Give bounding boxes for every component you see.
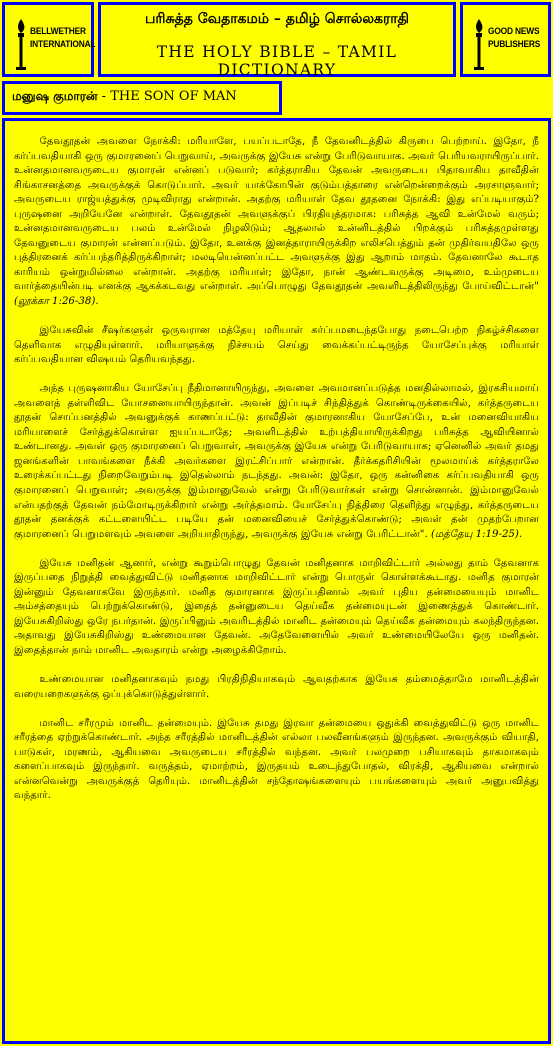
entry-term-english: THE SON OF MAN — [110, 89, 237, 104]
torch-icon — [13, 17, 29, 73]
paragraph — [14, 717, 539, 804]
left-logo-line-1: BELLWETHER — [30, 26, 86, 37]
paragraph — [14, 382, 539, 542]
scripture-reference: (மத்தேயு 1:19-25). — [427, 528, 523, 540]
entry-separator: - — [97, 89, 111, 104]
paragraph-text: தேவதூதன் அவளை நோக்கி: மரியாளே, பயப்படாதே, நீ தேவனிடத்தில் கிருபை பெற்றாய். இதோ, நீ கர்ப்பவதியாகி ஒரு குமாரனைப் பெறுவாய், அவருக்கு இயேசு என்று பேரிடுவாயாக. அவர் பெரியவராயிருப்பார். உன்னதமானவருடைய குமாரன் என்னப் படுவார்; கர்த்தராகிய தேவன் அவருடைய பிதாவாகிய தாவீதின் சிங்காசனத்தை அவருக்குக் கொடுப்பார். அவர் யாக்கோபின் குடும்பத்தாரை என்றென்றைக்கும் அரசாளுவார்; அவருடைய ராஜ்யத்துக்கு முடிவிராது என்றான். அதற்கு மரியாள் தேவ தூதனை நோக்கி: இது எப்படியாகும்? புருஷனை அறியேனே என்றாள். தேவதூதன் அவளுக்குப் பிரதியுத்தரமாக: பரிசுத்த ஆவி உன்மேல் வரும்; உன்னதமானவருடைய பலம் உன்மேல் நிழலிடும்; ஆதலால் உன்னிடத்தில் பிறக்கும் பரிசுத்தமுள்ளது தேவனுடைய குமாரன் என்னப்படும். இதோ, உனக்கு இனத்தாராயிருக்கிற எலிசபெத்தும் தன் முதிர்வயதிலே ஒரு புத்திரனைக் கர்ப்பந்தரித்திருக்கிறாள்; மலடியென்னப்பட்ட அவளுக்கு இது ஆறாம் மாதம். தேவனாலே கூடாத காரியம் ஒன்றுமில்லை என்றான். அதற்கு மரியாள்; இதோ, நான் ஆண்டவருக்கு அடிமை, உம்முடைய வார்த்தையின்படி எனக்கு ஆகக்கடவது என்றாள். அப்பொழுது தேவதூதன் அவளிடத்திலிருந்து போய்விட்டான்" — [14, 136, 539, 293]
paragraph-text: அந்த புருஷனாகிய யோசேப்பு நீதிமானாயிருந்து, அவளை அவமானப்படுத்த மனதில்லாமல், இரகசியமாய் அவளைத் தள்ளிவிட யோசனையாயிருந்தான். அவன் இப்படிச் சிந்தித்துக் கொண்டிருக்கையில், கர்த்தருடைய தூதன் சொப்பனத்தில் அவனுக்குக் காணப்பட்டு: தாவீதின் குமாரனாகிய யோசேப்பே, உன் மனைவியாகிய மரியாளைச் சேர்த்துக்கொள்ள ஐயப்படாதே; அவளிடத்தில் உற்பத்தியாயிருக்கிறது பரிசுத்த ஆவியினால் உண்டானது. அவள் ஒரு குமாரனைப் பெறுவாள், அவருக்கு இயேசு என்று பேரிடுவாயாக; ஏனெனில் அவர் தமது ஜனங்களின் பாவங்களை நீக்கி அவர்களை இரட்சிப்பார் என்றான். தீர்க்கதரிசியின் மூலமாய்க் கர்த்தராலே உரைக்கப்பட்டது நிறைவேறும்படி இதெல்லாம் நடந்தது. அவன்: இதோ, ஒரு கன்னிகை கர்ப்பவதியாகி ஒரு குமாரனைப் பெறுவாள்; அவருக்கு இம்மானுவேல் என்று பேரிடுவார்கள் என்று சொன்னான். இம்மானுவேல் என்பதற்குத் தேவன் நம்மோடிருக்கிறார் என்று அர்த்தமாம். யோசேப்பு நித்திரை தெளிந்து எழுந்து, கர்த்தருடைய தூதன் தனக்குக் கட்டளையிட்ட படியே தன் மனைவியைச் சேர்த்துக்கொண்டு; அவள் தன் முதற்பேறான குமாரனைப் பெறுமளவும் அவளை அறியாதிருந்து, அவருக்கு இயேசு என்று பேரிட்டான்". — [14, 383, 539, 540]
paragraph-text: மானிட சரீரமும் மானிட தன்மையும். இயேசு தமது இரவா தன்மையை ஒதுக்கி வைத்துவிட்டு ஒரு மானிட சரீரத்தை ஏற்றுக்கொண்டார். அந்த சரீரத்தில் மானிடத்தின் எல்லா பலவீனங்களும் இருந்தன. அவருக்கும் வியாதி, பாடுகள், மரணம், ஆகியவை அவருடைய சரீரத்தில் வந்தன. அவர் பலமுறை பசியாகவும் தாகமாகவும் களைப்பாகவும் இருந்தார். வருத்தம், ஏமாற்றம், இருதயம் உடைந்துபோதல், விரக்தி, ஆகியவை என்றால் என்னவென்று அவருக்குத் தெரியும். மானிடத்தின் சந்தோஷங்களையும் பயங்களையும் அவர் அனுபவித்து வந்தார். — [14, 717, 539, 802]
paragraph-text: உண்மையான மனிதனாகவும் நமது பிரதிநிதியாகவும் ஆவதற்காக இயேசு தம்மைத்தாமே மானிடத்தின் வரையறைகளுக்கு ஒப்புக்கொடுத்துள்ளார். — [14, 674, 539, 700]
bellwether-logo[interactable] — [2, 2, 94, 77]
torch-icon — [471, 17, 487, 73]
entry-heading — [2, 81, 282, 115]
left-logo-line-2: INTERNATIONAL — [30, 39, 96, 50]
good-news-logo[interactable] — [460, 2, 551, 77]
paragraph — [14, 557, 539, 659]
title-banner — [98, 2, 456, 77]
entry-content — [2, 118, 551, 1044]
paragraph — [14, 673, 539, 702]
title-tamil: பரிசுத்த வேதாகமம் – தமிழ் சொல்லகராதி — [145, 11, 409, 27]
paragraph — [14, 135, 539, 310]
entry-term-tamil: மனுஷ குமாரன் — [12, 89, 98, 103]
right-logo-line-1: GOOD NEWS — [488, 26, 540, 37]
paragraph — [14, 324, 539, 368]
title-english: THE HOLY BIBLE – TAMIL DICTIONARY — [156, 43, 398, 79]
paragraph-text: இயேசு மனிதன் ஆனார், என்று கூறும்பொழுது தேவன் மனிதனாக மாறிவிட்டார் அல்லது தாம் தேவனாக இருப்பதை நிறுத்தி வைத்துவிட்டு மனிதனாக மாறிவிட்டார் என்று பொருள் கொள்ளக்கூடாது. மனித குமாரன் இன்னும் தேவனாகவே இருந்தார். மனித குமாரனாக இருப்பதினால் அவர் புதிய தன்மையையும் மானிட அம்சத்தையும் பெற்றுக்கொண்டு, இதைத் தன்னுடைய தெய்வீக தன்மையுடன் இணைத்துக் கொண்டார். இயேசுகிறிஸ்து ஒரே நபர்தான். இருப்பினும் அவரிடத்தில் மானிட தன்மையும் தெய்வீக தன்மையும் கலந்திருந்தன. அதாவது இயேசுகிறிஸ்து உண்மையான தேவன். அதேவேளையில் அவர் உண்மையிலேயே ஒரு மனிதன். இதைத்தான் நாம் மானிட அவதாரம் என்று அழைக்கிறோம். — [14, 557, 539, 656]
right-logo-line-2: PUBLISHERS — [488, 39, 541, 50]
paragraph-text: இயேசுவின் சீஷர்களுள் ஒருவரான மத்தேயு மரியாள் கர்ப்பமடைந்தபோது நடைபெற்ற நிகழ்ச்சிகளை தெளிவாக எழுதியுள்ளார். மரியாளுக்கு நிச்சயம் செய்து வைக்கப்பட்டிருந்த யோசேப்புக்கு மரியாள் கர்ப்பவதியான விஷயம் தெரியவந்தது. — [14, 325, 539, 366]
scripture-reference: (லூக்கா 1:26-38). — [14, 296, 99, 308]
